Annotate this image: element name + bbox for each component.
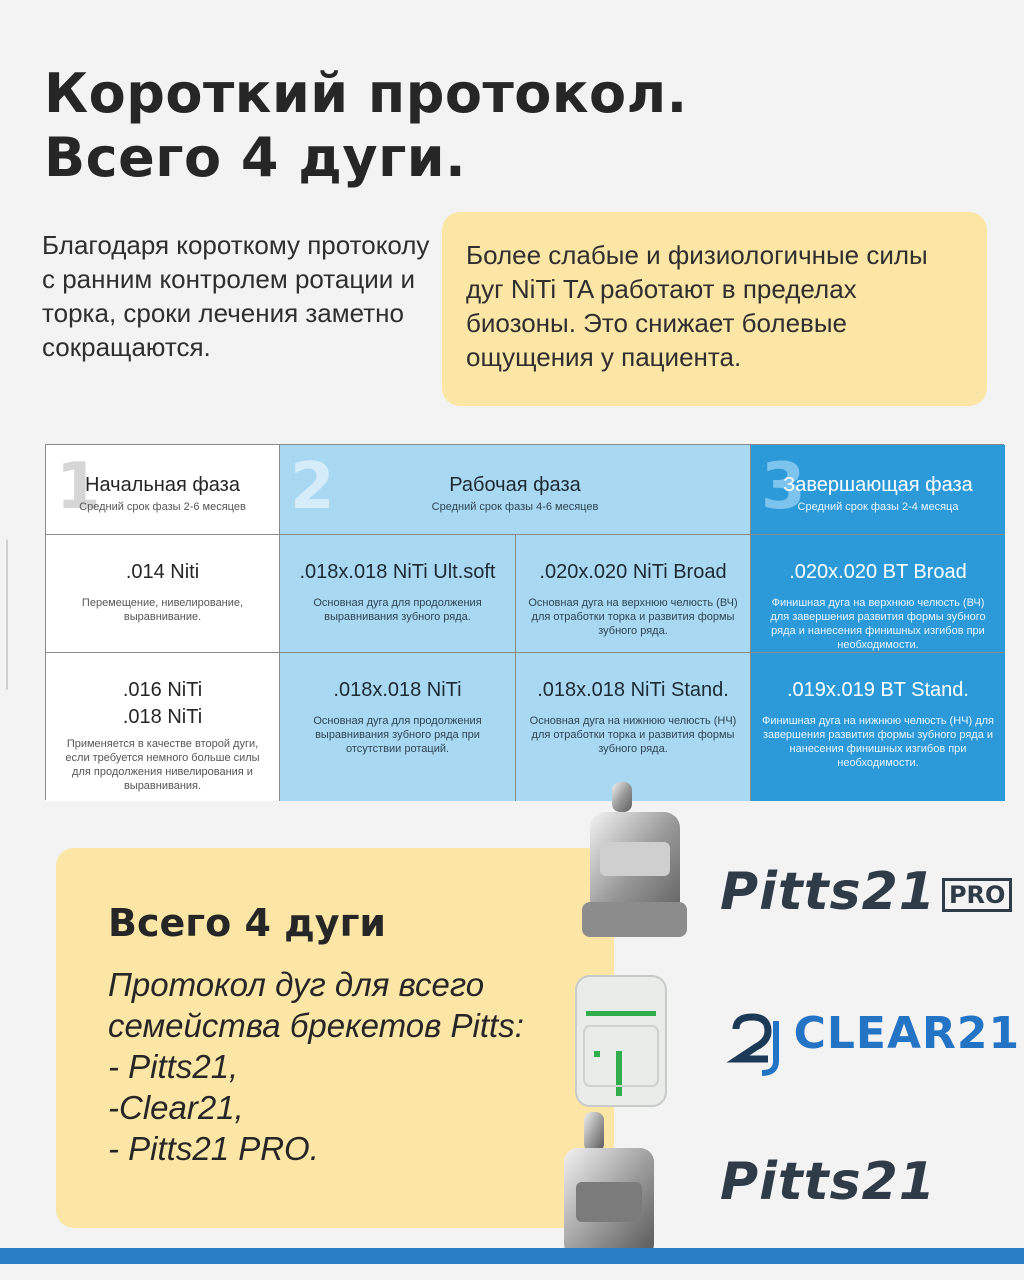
clear21-wordmark: CLEAR21 bbox=[793, 1008, 1021, 1059]
wire-name: .014 Niti bbox=[125, 561, 200, 583]
pro-badge: PRO bbox=[942, 878, 1012, 912]
pitts21-logo bbox=[720, 1152, 936, 1212]
card-heading: Всего 4 дуги bbox=[108, 901, 387, 945]
phase-name: Рабочая фаза bbox=[449, 474, 581, 496]
protocol-table bbox=[45, 444, 1004, 800]
wire-name: .018x.018 NiTi Stand. bbox=[537, 679, 729, 701]
phase-header-working bbox=[280, 445, 751, 535]
card-line: - Pitts21, bbox=[108, 1048, 239, 1085]
phase-name: Завершающая фаза bbox=[783, 474, 973, 496]
clear-bracket-image bbox=[566, 966, 676, 1116]
phase-duration: Средний срок фазы 2-6 месяцев bbox=[79, 501, 246, 513]
wire-description: Основная дуга для продолжения выравнивания зубного ряда. bbox=[313, 597, 482, 623]
wire-description: Перемещение, нивелирование, выравнивание. bbox=[81, 597, 244, 623]
phase-name: Начальная фаза bbox=[85, 474, 240, 496]
title-line-1: Короткий протокол. bbox=[44, 62, 688, 125]
clear21-mark-icon bbox=[722, 1011, 788, 1077]
clear21-logo bbox=[722, 1008, 1020, 1077]
pitts21-pro-logo bbox=[720, 862, 1012, 922]
card-line: семейства брекетов Pitts: bbox=[108, 1007, 524, 1044]
bottom-accent-bar bbox=[0, 1248, 1024, 1264]
wire-cell bbox=[751, 535, 1005, 653]
wire-name: .018x.018 NiTi bbox=[333, 679, 462, 701]
wire-description: Финишная дуга на нижнюю челюсть (НЧ) для завершения развития формы зубного ряда и нанесения финишных изгибов при необходимости. bbox=[761, 715, 994, 769]
wire-description: Финишная дуга на верхнюю челюсть (ВЧ) для завершения развития формы зубного ряда и нанесения финишных изгибов при необходимости. bbox=[770, 597, 986, 651]
wire-cell bbox=[280, 653, 516, 801]
wire-cell bbox=[516, 535, 751, 653]
bottom-margin bbox=[0, 1264, 1024, 1280]
pitts21-pro-wordmark: Pitts21 bbox=[720, 862, 936, 922]
phase-duration: Средний срок фазы 4-6 месяцев bbox=[431, 501, 599, 513]
phase-number: 3 bbox=[761, 450, 806, 524]
decorative-edge bbox=[0, 539, 8, 690]
wire-cell bbox=[46, 535, 280, 653]
highlight-note bbox=[442, 212, 987, 406]
wire-name: .020x.020 BT Broad bbox=[789, 561, 967, 583]
phase-duration: Средний срок фазы 2-4 месяца bbox=[797, 501, 959, 513]
wire-name: .019x.019 BT Stand. bbox=[787, 679, 969, 701]
phase-header-finishing bbox=[751, 445, 1005, 535]
card-lines bbox=[108, 964, 614, 1169]
title-line-2: Всего 4 дуги. bbox=[44, 126, 467, 189]
phase-number: 1 bbox=[56, 450, 101, 524]
wire-name: .018x.018 NiTi Ult.soft bbox=[299, 561, 496, 583]
family-card bbox=[56, 848, 614, 1228]
wire-description: Применяется в качестве второй дуги, если требуется немного больше силы для продолжения нивелирования и выравнивания. bbox=[65, 738, 260, 792]
wire-cell bbox=[516, 653, 751, 801]
page-title bbox=[44, 62, 688, 190]
wire-name: .018 NiTi bbox=[122, 706, 203, 728]
card-line: Протокол дуг для всего bbox=[108, 966, 485, 1003]
pitts21-wordmark: Pitts21 bbox=[720, 1152, 936, 1212]
wire-description: Основная дуга на верхнюю челюсть (ВЧ) для отработки торка и развития формы зубного ряда. bbox=[528, 597, 738, 637]
wire-name: .020x.020 NiTi Broad bbox=[539, 561, 727, 583]
card-line: - Pitts21 PRO. bbox=[108, 1130, 319, 1167]
wire-description: Основная дуга для продолжения выравнивания зубного ряда при отсутствии ротаций. bbox=[313, 715, 482, 755]
wire-description: Основная дуга на нижнюю челюсть (НЧ) для отработки торка и развития формы зубного ряда. bbox=[529, 715, 737, 755]
phase-number: 2 bbox=[290, 450, 335, 524]
wire-cell bbox=[46, 653, 280, 801]
phase-header-initial bbox=[46, 445, 280, 535]
wire-cell bbox=[751, 653, 1005, 801]
card-line: -Clear21, bbox=[108, 1089, 244, 1126]
intro-text: Благодаря короткому протоколу с ранним контролем ротации и торка, сроки лечения заметно сокращаются. bbox=[42, 230, 430, 362]
metal-bracket-pro-image bbox=[570, 782, 700, 947]
wire-cell bbox=[280, 535, 516, 653]
wire-name: .016 NiTi bbox=[122, 679, 203, 701]
note-text: Более слабые и физиологичные силы дуг NiTi TA работают в пределах биозоны. Это снижает болевые ощущения у пациента. bbox=[466, 240, 928, 372]
